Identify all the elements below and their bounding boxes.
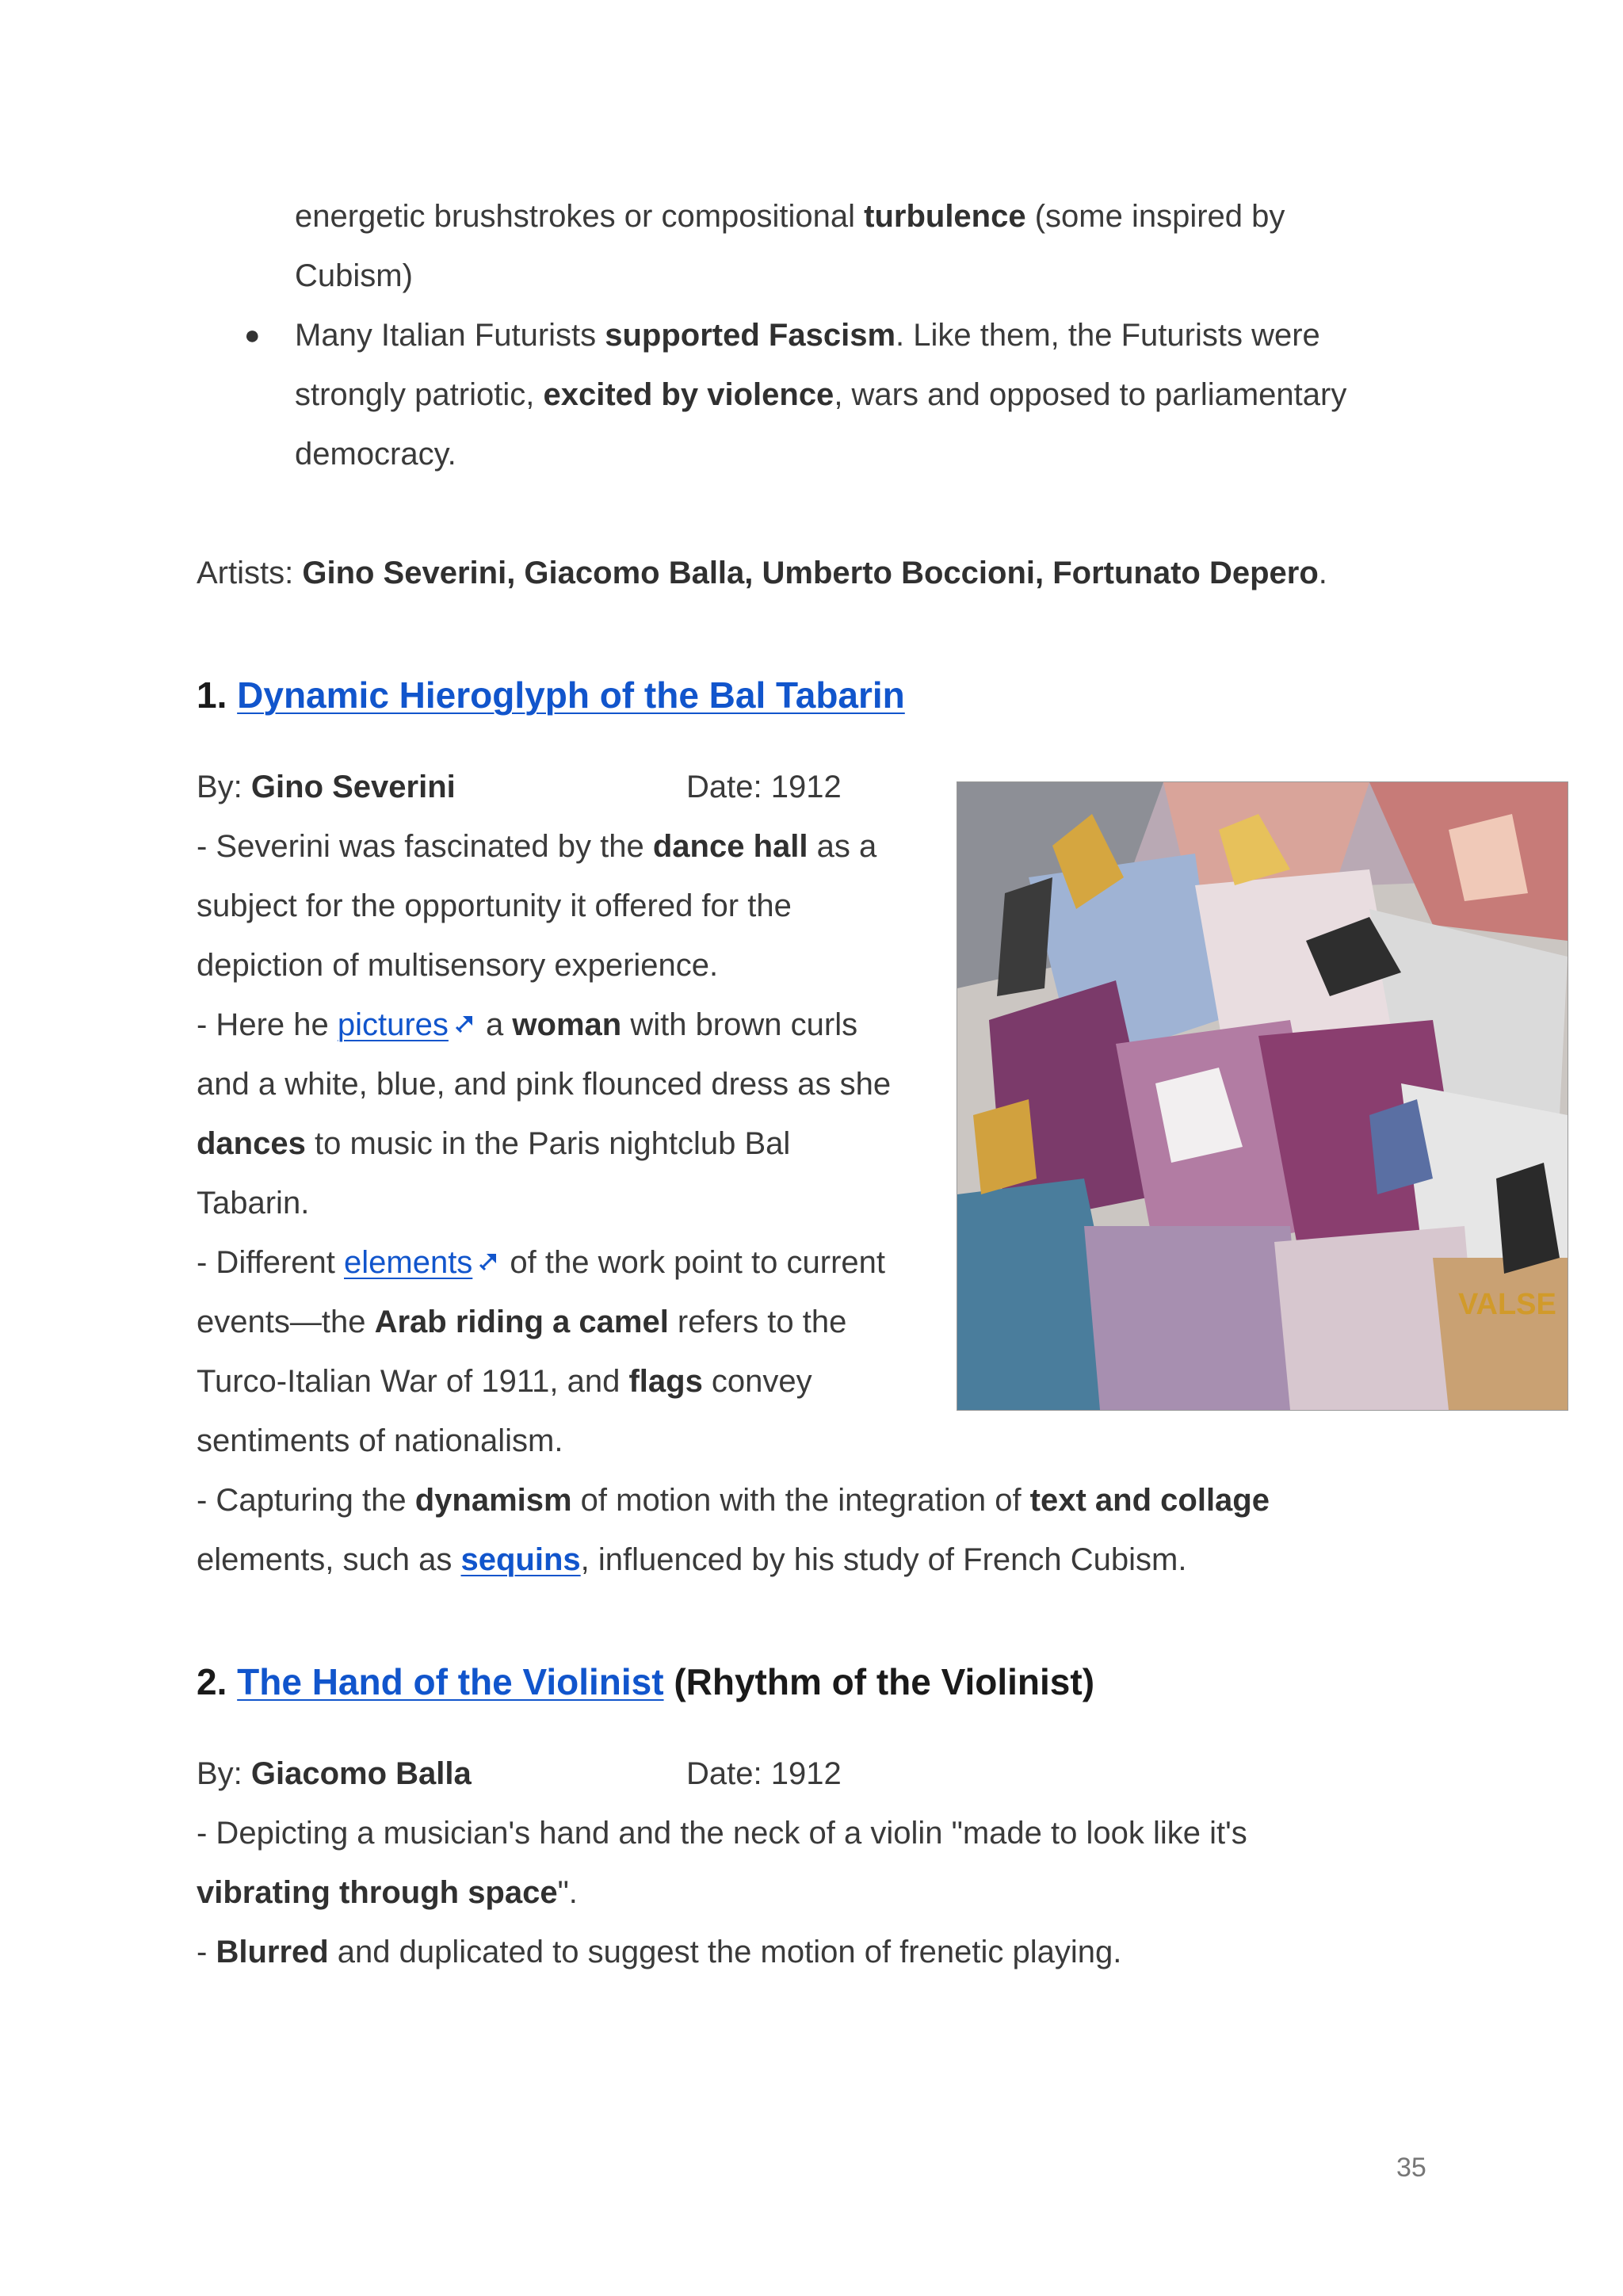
painting-image <box>957 781 1568 1411</box>
elements-link[interactable]: elements <box>344 1245 501 1280</box>
section-1-line-7: Tabarin. <box>197 1186 310 1221</box>
section-2-byline: By: Giacomo Balla <box>197 1756 472 1791</box>
bullet-line-1: Many Italian Futurists supported Fascism. Like them, the Futurists were <box>295 318 1320 353</box>
section-1-line-5: and a white, blue, and pink flounced dress as she <box>197 1067 892 1102</box>
section-1-line-11: sentiments of nationalism. <box>197 1423 563 1458</box>
intro-line-2: Cubism) <box>295 258 413 293</box>
section-1-line-13: elements, such as sequins, influenced by his study of French Cubism. <box>197 1542 1187 1577</box>
external-link-icon <box>477 1233 501 1293</box>
section-2-line-1: - Depicting a musician's hand and the neck of a violin "made to look like it's <box>197 1816 1247 1851</box>
section-1-line-12: - Capturing the dynamism of motion with the integration of text and collage <box>197 1483 1270 1518</box>
section-2-date: Date: 1912 <box>686 1756 842 1791</box>
bullet-point: ● <box>244 320 261 350</box>
bullet-line-2: strongly patriotic, excited by violence, wars and opposed to parliamentary <box>295 377 1347 412</box>
section-2-title-link[interactable]: The Hand of the Violinist <box>237 1661 664 1702</box>
section-2-line-3: - Blurred and duplicated to suggest the motion of frenetic playing. <box>197 1935 1122 1969</box>
pictures-link[interactable]: pictures <box>338 1007 477 1042</box>
section-1-line-9: events—the Arab riding a camel refers to the <box>197 1305 847 1339</box>
section-1-line-2: subject for the opportunity it offered for the <box>197 888 792 923</box>
section-2-line-2: vibrating through space". <box>197 1875 578 1910</box>
section-1-line-10: Turco-Italian War of 1911, and flags convey <box>197 1364 812 1399</box>
section-1-date: Date: 1912 <box>686 770 842 804</box>
section-1-heading: 1. Dynamic Hieroglyph of the Bal Tabarin <box>197 674 905 716</box>
page-number: 35 <box>1396 2153 1426 2183</box>
section-1-line-6: dances to music in the Paris nightclub Bal <box>197 1126 791 1161</box>
artists-line: Artists: Gino Severini, Giacomo Balla, Umberto Boccioni, Fortunato Depero. <box>197 556 1327 590</box>
artist-name: Gino Severini <box>250 770 456 804</box>
section-1-title-link[interactable]: Dynamic Hieroglyph of the Bal Tabarin <box>237 674 905 716</box>
bullet-line-3: democracy. <box>295 437 456 472</box>
artist-name: Giacomo Balla <box>250 1756 472 1791</box>
section-1-line-4: - Here he pictures a woman with brown curls <box>197 995 857 1055</box>
painting-text-valse: VALSE <box>1458 1288 1556 1321</box>
section-1-line-3: depiction of multisensory experience. <box>197 948 719 983</box>
external-link-icon <box>453 995 477 1055</box>
intro-line-1: energetic brushstrokes or compositional turbulence (some inspired by <box>295 199 1285 234</box>
sequins-link[interactable]: sequins <box>460 1542 581 1577</box>
section-1-line-1: - Severini was fascinated by the dance hall as a <box>197 829 877 864</box>
section-1-line-8: - Different elements of the work point to current <box>197 1233 885 1293</box>
section-1-byline: By: Gino Severini <box>197 770 456 804</box>
section-2-heading: 2. The Hand of the Violinist (Rhythm of the Violinist) <box>197 1661 1095 1702</box>
